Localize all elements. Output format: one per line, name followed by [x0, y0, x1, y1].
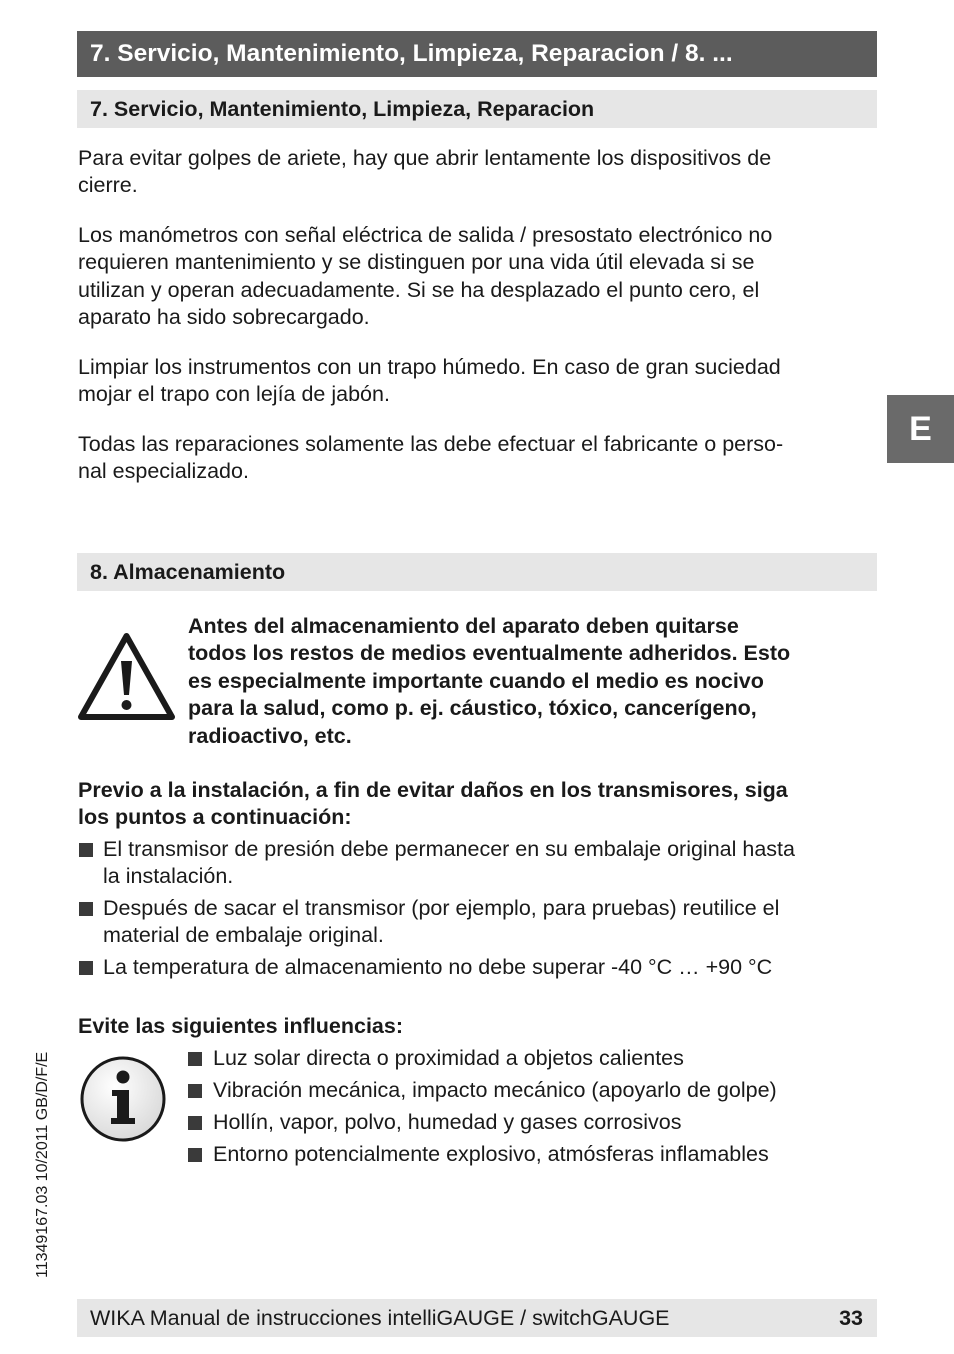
text-line: Para evitar golpes de ariete, hay que abrir lentamente los dispositivos de [78, 146, 772, 170]
page-title: 7. Servicio, Mantenimiento, Limpieza, Reparacion / 8. ... [77, 31, 877, 77]
text-line: utilizan y operan adecuadamente. Si se ha desplazado el punto cero, el [78, 277, 760, 302]
text-line: Los manómetros con señal eléctrica de salida / presostato electrónico no [78, 223, 773, 247]
list-item: Hollín, vapor, polvo, humedad y gases corrosivos [213, 1110, 682, 1134]
page-number: 33 [839, 1306, 863, 1330]
warning-triangle-icon [77, 631, 176, 721]
paragraph-maintenance [78, 222, 878, 332]
storage-intro [78, 777, 878, 832]
text-line: aparato ha sido sobrecargado. [78, 305, 370, 330]
list-item: Vibración mecánica, impacto mecánico (apoyarlo de golpe) [213, 1078, 777, 1102]
text-line: El transmisor de presión debe permanecer en su embalaje original hasta [103, 837, 795, 861]
square-bullet-icon [188, 1148, 202, 1162]
text-line: material de embalaje original. [103, 923, 384, 948]
text-line: Limpiar los instrumentos con un trapo húmedo. En caso de gran suciedad [78, 355, 781, 379]
list-item [103, 836, 795, 891]
text-line: Todas las reparaciones solamente las debe efectuar el fabricante o perso- [78, 432, 784, 456]
text-line: Después de sacar el transmisor (por ejemplo, para pruebas) reutilice el [103, 896, 780, 920]
text-line: todos los restos de medios eventualmente adheridos. Esto [188, 641, 791, 666]
square-bullet-icon [188, 1084, 202, 1098]
text-line: Antes del almacenamiento del aparato deben quitarse [188, 614, 739, 638]
language-tab: E [887, 395, 954, 463]
influences-heading: Evite las siguientes influencias: [78, 1014, 403, 1038]
text-line: los puntos a continuación: [78, 805, 352, 830]
paragraph-repairs [78, 431, 878, 486]
square-bullet-icon [188, 1052, 202, 1066]
text-line: es especialmente importante cuando el medio es nocivo [188, 668, 764, 693]
square-bullet-icon [79, 843, 93, 857]
text-line: nal especializado. [78, 459, 249, 484]
warning-text [188, 613, 878, 750]
paragraph-cleaning [78, 354, 878, 409]
text-line: radioactivo, etc. [188, 723, 352, 748]
footer-text: WIKA Manual de instrucciones intelliGAUGE / switchGAUGE [90, 1306, 670, 1330]
text-line: para la salud, como p. ej. cáustico, tóxico, cancerígeno, [188, 696, 757, 721]
text-line: la instalación. [103, 864, 234, 889]
list-item [103, 895, 779, 950]
paragraph-water-hammer [78, 145, 878, 200]
text-line: cierre. [78, 173, 138, 198]
info-icon [79, 1055, 167, 1143]
text-line: mojar el trapo con lejía de jabón. [78, 382, 390, 407]
list-item: Luz solar directa o proximidad a objetos calientes [213, 1046, 684, 1070]
square-bullet-icon [188, 1116, 202, 1130]
square-bullet-icon [79, 902, 93, 916]
section-7-heading: 7. Servicio, Mantenimiento, Limpieza, Reparacion [77, 90, 877, 128]
text-line: La temperatura de almacenamiento no debe superar -40 °C … +90 °C [103, 955, 773, 979]
square-bullet-icon [79, 961, 93, 975]
footer [77, 1299, 877, 1337]
document-code: 11349167.03 10/2011 GB/D/F/E [34, 1051, 51, 1278]
text-line: requieren mantenimiento y se distinguen por una vida útil elevada si se [78, 250, 755, 275]
text-line: Previo a la instalación, a fin de evitar daños en los transmisores, siga [78, 778, 788, 802]
section-8-heading: 8. Almacenamiento [77, 553, 877, 591]
list-item [103, 954, 772, 981]
list-item: Entorno potencialmente explosivo, atmósferas inflamables [213, 1142, 769, 1166]
